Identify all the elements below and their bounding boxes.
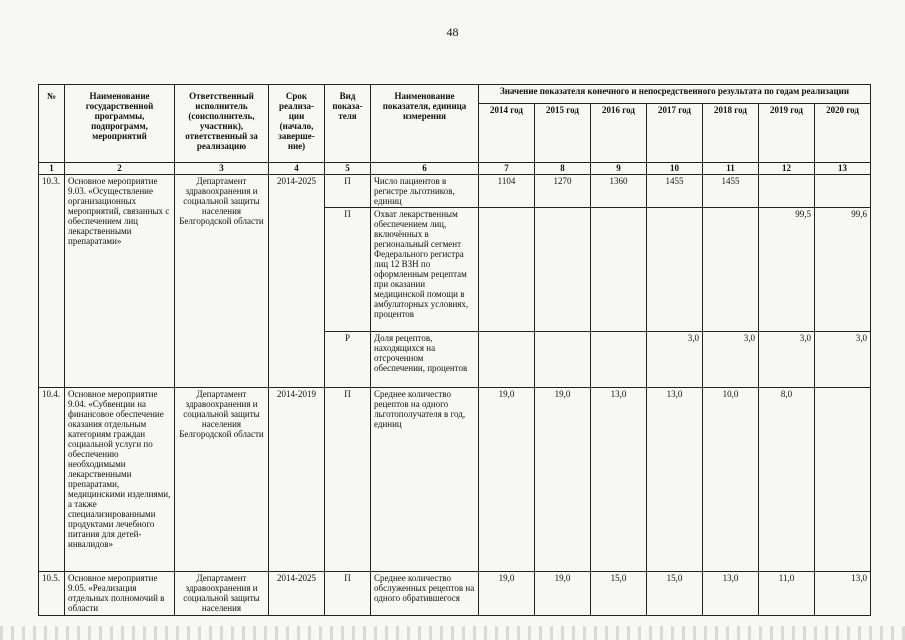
- indicator-value: 3,0: [703, 332, 759, 388]
- indicator-value: [815, 175, 871, 208]
- indicator-type: Р: [325, 332, 371, 388]
- indicator-type: П: [325, 208, 371, 332]
- indicator-type: П: [325, 175, 371, 208]
- implementation-term: 2014-2019: [269, 388, 325, 572]
- indicator-value: 10,0: [703, 388, 759, 572]
- column-number: 11: [703, 163, 759, 175]
- header-year: 2015 год: [535, 104, 591, 163]
- indicator-value: 15,0: [647, 572, 703, 616]
- indicator-value: 99,5: [759, 208, 815, 332]
- header-values: Значение показателя конечного и непосредственного результата по годам реализации: [479, 85, 871, 104]
- header-year: 2017 год: [647, 104, 703, 163]
- column-number: 12: [759, 163, 815, 175]
- header-term: Срок реализа-ции (начало, заверше-ние): [269, 85, 325, 163]
- indicator-value: 19,0: [479, 388, 535, 572]
- column-number: 6: [371, 163, 479, 175]
- column-number: 9: [591, 163, 647, 175]
- indicator-value: 1455: [703, 175, 759, 208]
- indicator-value: 3,0: [647, 332, 703, 388]
- activity-name: Основное мероприятие 9.04. «Субвенции на финансовое обеспечение оказания отдельным категориям граждан социальной услуги по обеспечению необходимыми лекарственными препаратами, медицинскими изделиями, а также специализированными продуктами лечебного питания для детей-инвалидов»: [65, 388, 175, 572]
- header-type: Вид показа-теля: [325, 85, 371, 163]
- column-number: 3: [175, 163, 269, 175]
- header-year: 2018 год: [703, 104, 759, 163]
- column-number: 4: [269, 163, 325, 175]
- column-number: 13: [815, 163, 871, 175]
- table-row: [39, 388, 871, 572]
- row-number: 10.3.: [39, 175, 65, 388]
- indicator-value: 19,0: [535, 388, 591, 572]
- indicator-name: Среднее количество рецептов на одного льготополучателя в год, единиц: [371, 388, 479, 572]
- responsible-executor: Департамент здравоохранения и социальной защиты населения: [175, 572, 269, 616]
- page-number: 48: [446, 25, 459, 39]
- indicator-name: Среднее количество обслуженных рецептов на одного обратившегося: [371, 572, 479, 616]
- activity-name: Основное мероприятие 9.05. «Реализация отдельных полномочий в области: [65, 572, 175, 616]
- header-no: №: [39, 85, 65, 163]
- implementation-term: 2014-2025: [269, 175, 325, 388]
- activity-name: Основное мероприятие 9.03. «Осуществление организационных мероприятий, связанных с обеспечением лиц лекарственными препаратами»: [65, 175, 175, 388]
- indicator-type: П: [325, 572, 371, 616]
- column-number: 5: [325, 163, 371, 175]
- indicator-value: [591, 332, 647, 388]
- indicator-value: [535, 332, 591, 388]
- indicator-name: Доля рецептов, находящихся на отсроченном обеспечении, процентов: [371, 332, 479, 388]
- row-number: 10.5.: [39, 572, 65, 616]
- indicator-value: [759, 175, 815, 208]
- scan-noise: [0, 626, 905, 640]
- indicator-value: 19,0: [479, 572, 535, 616]
- indicator-value: [591, 208, 647, 332]
- indicator-value: 1104: [479, 175, 535, 208]
- indicator-value: 13,0: [815, 572, 871, 616]
- indicator-value: [535, 208, 591, 332]
- header-name: Наименование государственной программы, подпрограмм, мероприятий: [65, 85, 175, 163]
- responsible-executor: Департамент здравоохранения и социальной защиты населения Белгородской области: [175, 388, 269, 572]
- indicator-value: 1360: [591, 175, 647, 208]
- indicator-value: [479, 208, 535, 332]
- header-responsible: Ответственный исполнитель (соисполнитель, участник), ответственный за реализацию: [175, 85, 269, 163]
- indicators-table: [38, 84, 871, 616]
- indicator-value: 3,0: [815, 332, 871, 388]
- indicator-value: 19,0: [535, 572, 591, 616]
- header-indicator: Наименование показателя, единица измерения: [371, 85, 479, 163]
- indicator-value: 8,0: [759, 388, 815, 572]
- row-number: 10.4.: [39, 388, 65, 572]
- table-row: [39, 572, 871, 616]
- column-number: 1: [39, 163, 65, 175]
- indicator-value: 1455: [647, 175, 703, 208]
- indicator-value: [703, 208, 759, 332]
- indicator-value: [647, 208, 703, 332]
- indicator-value: 13,0: [703, 572, 759, 616]
- indicator-value: 15,0: [591, 572, 647, 616]
- responsible-executor: Департамент здравоохранения и социальной защиты населения Белгородской области: [175, 175, 269, 388]
- indicator-value: 3,0: [759, 332, 815, 388]
- indicator-name: Охват лекарственным обеспечением лиц, включённых в региональный сегмент Федерального регистра лиц 12 ВЗН по оформленным рецептам при оказании медицинской помощи в амбулаторных условиях, процентов: [371, 208, 479, 332]
- indicator-value: 99,6: [815, 208, 871, 332]
- header-year: 2020 год: [815, 104, 871, 163]
- column-number: 10: [647, 163, 703, 175]
- header-year: 2019 год: [759, 104, 815, 163]
- indicator-type: П: [325, 388, 371, 572]
- indicator-value: 13,0: [647, 388, 703, 572]
- indicator-value: 1270: [535, 175, 591, 208]
- column-numbers-row: [39, 163, 871, 175]
- indicator-name: Число пациентов в регистре льготников, единиц: [371, 175, 479, 208]
- column-number: 7: [479, 163, 535, 175]
- indicator-value: [815, 388, 871, 572]
- implementation-term: 2014-2025: [269, 572, 325, 616]
- column-number: 8: [535, 163, 591, 175]
- column-number: 2: [65, 163, 175, 175]
- header-year: 2016 год: [591, 104, 647, 163]
- indicator-value: 11,0: [759, 572, 815, 616]
- table-row: [39, 175, 871, 208]
- indicator-value: 13,0: [591, 388, 647, 572]
- header-year: 2014 год: [479, 104, 535, 163]
- indicator-value: [479, 332, 535, 388]
